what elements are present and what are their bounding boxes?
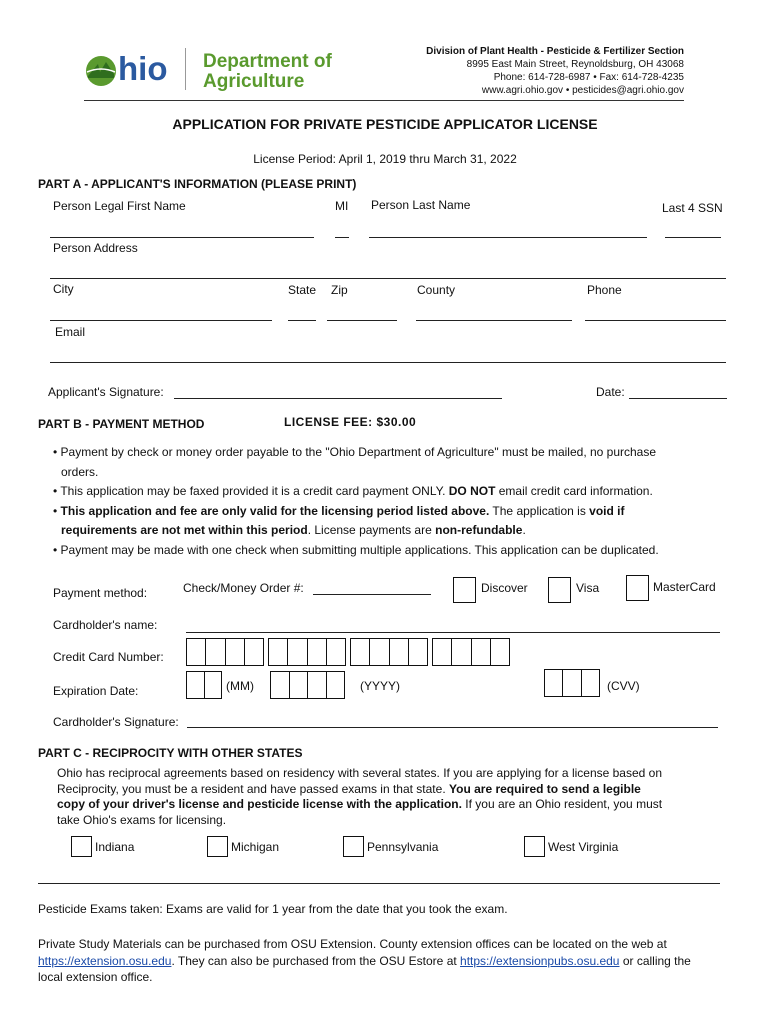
exp-year-boxes[interactable] xyxy=(270,671,345,699)
bullet-4: • Payment may be made with one check when submitting multiple applications. This application can be duplicated. xyxy=(53,542,659,557)
mastercard-label: MasterCard xyxy=(653,580,716,594)
part-c-heading: PART C - RECIPROCITY WITH OTHER STATES xyxy=(38,746,303,760)
indiana-label: Indiana xyxy=(95,840,135,854)
last-name-field[interactable] xyxy=(369,237,647,238)
cc-group-1[interactable] xyxy=(186,638,264,666)
payment-bullets xyxy=(53,443,743,560)
division-info xyxy=(426,45,684,97)
pennsylvania-label: Pennsylvania xyxy=(367,840,439,854)
applicant-signature-label: Applicant's Signature: xyxy=(48,385,164,399)
osu-estore-link[interactable]: https://extensionpubs.osu.edu xyxy=(460,953,620,968)
check-label: Check/Money Order #: xyxy=(183,581,304,595)
recip-line-1: Ohio has reciprocal agreements based on residency with several states. If you are applying for a license based on xyxy=(57,766,663,780)
ssn-field[interactable] xyxy=(665,237,721,238)
dept-line2: Agriculture xyxy=(203,71,305,92)
division-address: 8995 East Main Street, Reynoldsburg, OH 43068 xyxy=(466,59,684,70)
bullet-3b: requirements are not met within this period. License payments are non-refundable. xyxy=(61,523,526,537)
phone-label: Phone xyxy=(587,283,622,297)
exams-note: Pesticide Exams taken: Exams are valid for 1 year from the date that you took the exam. xyxy=(38,902,508,916)
first-name-field[interactable] xyxy=(50,237,314,238)
division-web: www.agri.ohio.gov • pesticides@agri.ohio.gov xyxy=(481,85,684,96)
study-materials xyxy=(38,936,738,986)
exp-month-boxes[interactable] xyxy=(186,671,222,699)
cc-group-4[interactable] xyxy=(432,638,510,666)
cardholder-signature-label: Cardholder's Signature: xyxy=(53,715,179,729)
header-rule xyxy=(84,100,684,101)
county-label: County xyxy=(417,283,456,297)
city-field[interactable] xyxy=(50,320,272,321)
phone-field[interactable] xyxy=(585,320,726,321)
west-virginia-checkbox[interactable] xyxy=(524,836,545,857)
check-number-field[interactable] xyxy=(313,594,431,595)
cvv-boxes[interactable] xyxy=(544,669,600,697)
dept-name xyxy=(203,52,332,92)
cc-number-label: Credit Card Number: xyxy=(53,650,164,664)
pennsylvania-checkbox[interactable] xyxy=(343,836,364,857)
cc-group-2[interactable] xyxy=(268,638,346,666)
michigan-label: Michigan xyxy=(231,840,280,854)
discover-checkbox[interactable] xyxy=(453,577,476,603)
bullet-1b: orders. xyxy=(61,464,99,479)
discover-label: Discover xyxy=(481,581,528,595)
visa-label: Visa xyxy=(576,581,600,595)
bullet-3a: • This application and fee are only valid for the licensing period listed above. The application is void if xyxy=(53,503,625,518)
date-label: Date: xyxy=(596,385,625,399)
part-b-heading: PART B - PAYMENT METHOD xyxy=(38,417,205,431)
date-field[interactable] xyxy=(629,398,727,399)
materials-line-3: local extension office. xyxy=(38,970,153,984)
recip-line-4: take Ohio's exams for licensing. xyxy=(57,812,227,827)
materials-line-1: Private Study Materials can be purchased from OSU Extension. County extension offices can be located on the web at xyxy=(38,937,667,951)
zip-label: Zip xyxy=(331,283,348,297)
division-name: Division of Plant Health - Pesticide & Fertilizer Section xyxy=(426,46,684,57)
mastercard-checkbox[interactable] xyxy=(626,575,649,601)
license-fee: LICENSE FEE: $30.00 xyxy=(284,415,417,429)
ssn-label: Last 4 SSN xyxy=(662,201,723,215)
visa-checkbox[interactable] xyxy=(548,577,571,603)
mi-field[interactable] xyxy=(335,237,349,238)
ohio-logo-text: hio xyxy=(118,50,168,87)
bullet-1a: • Payment by check or money order payable to the "Ohio Department of Agriculture" must be mailed, no purchase xyxy=(53,445,657,459)
logo-divider xyxy=(185,48,186,90)
materials-line-2: https://extension.osu.edu. They can also be purchased from the OSU Estore at https://extensionpubs.osu.edu or calling the xyxy=(38,953,691,968)
address-label: Person Address xyxy=(53,241,138,255)
part-a-heading: PART A - APPLICANT'S INFORMATION (PLEASE PRINT) xyxy=(38,177,357,191)
michigan-checkbox[interactable] xyxy=(207,836,228,857)
mm-label: (MM) xyxy=(226,679,254,693)
west-virginia-label: West Virginia xyxy=(548,840,619,854)
ohio-logo-icon xyxy=(84,54,118,88)
reciprocity-text xyxy=(57,766,747,828)
email-field[interactable] xyxy=(50,362,726,363)
dept-line1: Department of xyxy=(203,51,332,72)
state-label: State xyxy=(288,283,317,297)
bullet-2: • This application may be faxed provided it is a credit card payment ONLY. DO NOT email credit card information. xyxy=(53,484,653,498)
reciprocity-field[interactable] xyxy=(38,883,720,884)
payment-method-label: Payment method: xyxy=(53,586,148,600)
cardholder-signature-field[interactable] xyxy=(187,727,718,728)
ohio-logo xyxy=(84,52,184,90)
last-name-label: Person Last Name xyxy=(371,198,471,212)
applicant-signature-field[interactable] xyxy=(174,398,502,399)
form-title: APPLICATION FOR PRIVATE PESTICIDE APPLICATOR LICENSE xyxy=(172,116,598,132)
license-period: License Period: April 1, 2019 thru March 31, 2022 xyxy=(253,152,517,166)
email-label: Email xyxy=(55,325,86,339)
osu-extension-link[interactable]: https://extension.osu.edu xyxy=(38,953,172,968)
cvv-label: (CVV) xyxy=(607,679,640,693)
state-field[interactable] xyxy=(288,320,316,321)
cardholder-name-field[interactable] xyxy=(186,632,720,633)
first-name-label: Person Legal First Name xyxy=(53,199,186,213)
address-field[interactable] xyxy=(50,278,726,279)
cc-group-3[interactable] xyxy=(350,638,428,666)
county-field[interactable] xyxy=(416,320,572,321)
mi-label: MI xyxy=(335,199,349,213)
cardholder-name-label: Cardholder's name: xyxy=(53,618,158,632)
indiana-checkbox[interactable] xyxy=(71,836,92,857)
recip-line-3: copy of your driver's license and pesticide license with the application. If you are an Ohio resident, you must xyxy=(57,797,663,811)
division-phone: Phone: 614-728-6987 • Fax: 614-728-4235 xyxy=(493,72,684,83)
zip-field[interactable] xyxy=(327,320,397,321)
yyyy-label: (YYYY) xyxy=(360,679,401,693)
expiration-label: Expiration Date: xyxy=(53,684,139,698)
recip-line-2: Reciprocity, you must be a resident and have passed exams in that state. You are required to send a legible xyxy=(57,781,641,796)
city-label: City xyxy=(53,282,74,296)
